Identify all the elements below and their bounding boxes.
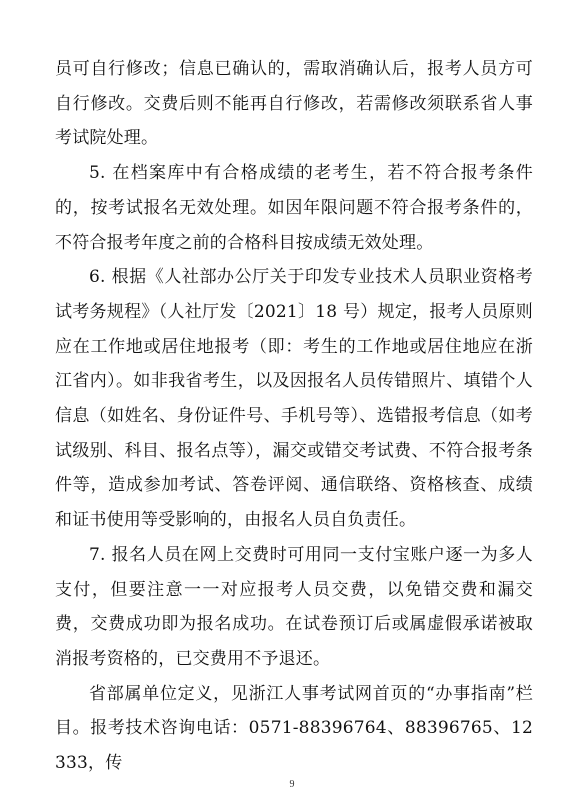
paragraph-note: 省部属单位定义，见浙江人事考试网首页的“办事指南”栏目。报考技术咨询电话：0571-88396764、88396765、12333，传 — [55, 683, 533, 774]
paragraph-item-6: 6. 根据《人社部办公厅关于印发专业技术人员职业资格考试考务规程》（人社厅发〔2021〕18 号）规定，报考人员原则应在工作地或居住地报考（即：考生的工作地或居住地应在浙江省内）。如非我省考生，以及因报名人员传错照片、填错个人信息（如姓名、身份证件号、手机号等）、选错报考信息（如考试级别、科目、报名点等），漏交或错交考试费、不符合报考条件等，造成参加考试、答卷评阅、通信联络、资格核查、成绩和证书使用等受影响的，由报名人员自负责任。 — [55, 267, 533, 531]
paragraph-item-5: 5. 在档案库中有合格成绩的老考生，若不符合报考条件的，按考试报名无效处理。如因年限问题不符合报考条件的，不符合报考年度之前的合格科目按成绩无效处理。 — [55, 163, 533, 253]
paragraph-continuation: 员可自行修改；信息已确认的，需取消确认后，报考人员方可自行修改。交费后则不能再自行修改，若需修改须联系省人事考试院处理。 — [55, 59, 533, 149]
paragraph-item-7: 7. 报名人员在网上交费时可用同一支付宝账户逐一为多人支付，但要注意一一对应报考人员交费，以免错交费和漏交费，交费成功即为报名成功。在试卷预订后或属虚假承诺被取消报考资格的，已交费用不予退还。 — [55, 544, 533, 669]
document-body — [55, 52, 533, 781]
page-number: 9 — [289, 779, 295, 790]
